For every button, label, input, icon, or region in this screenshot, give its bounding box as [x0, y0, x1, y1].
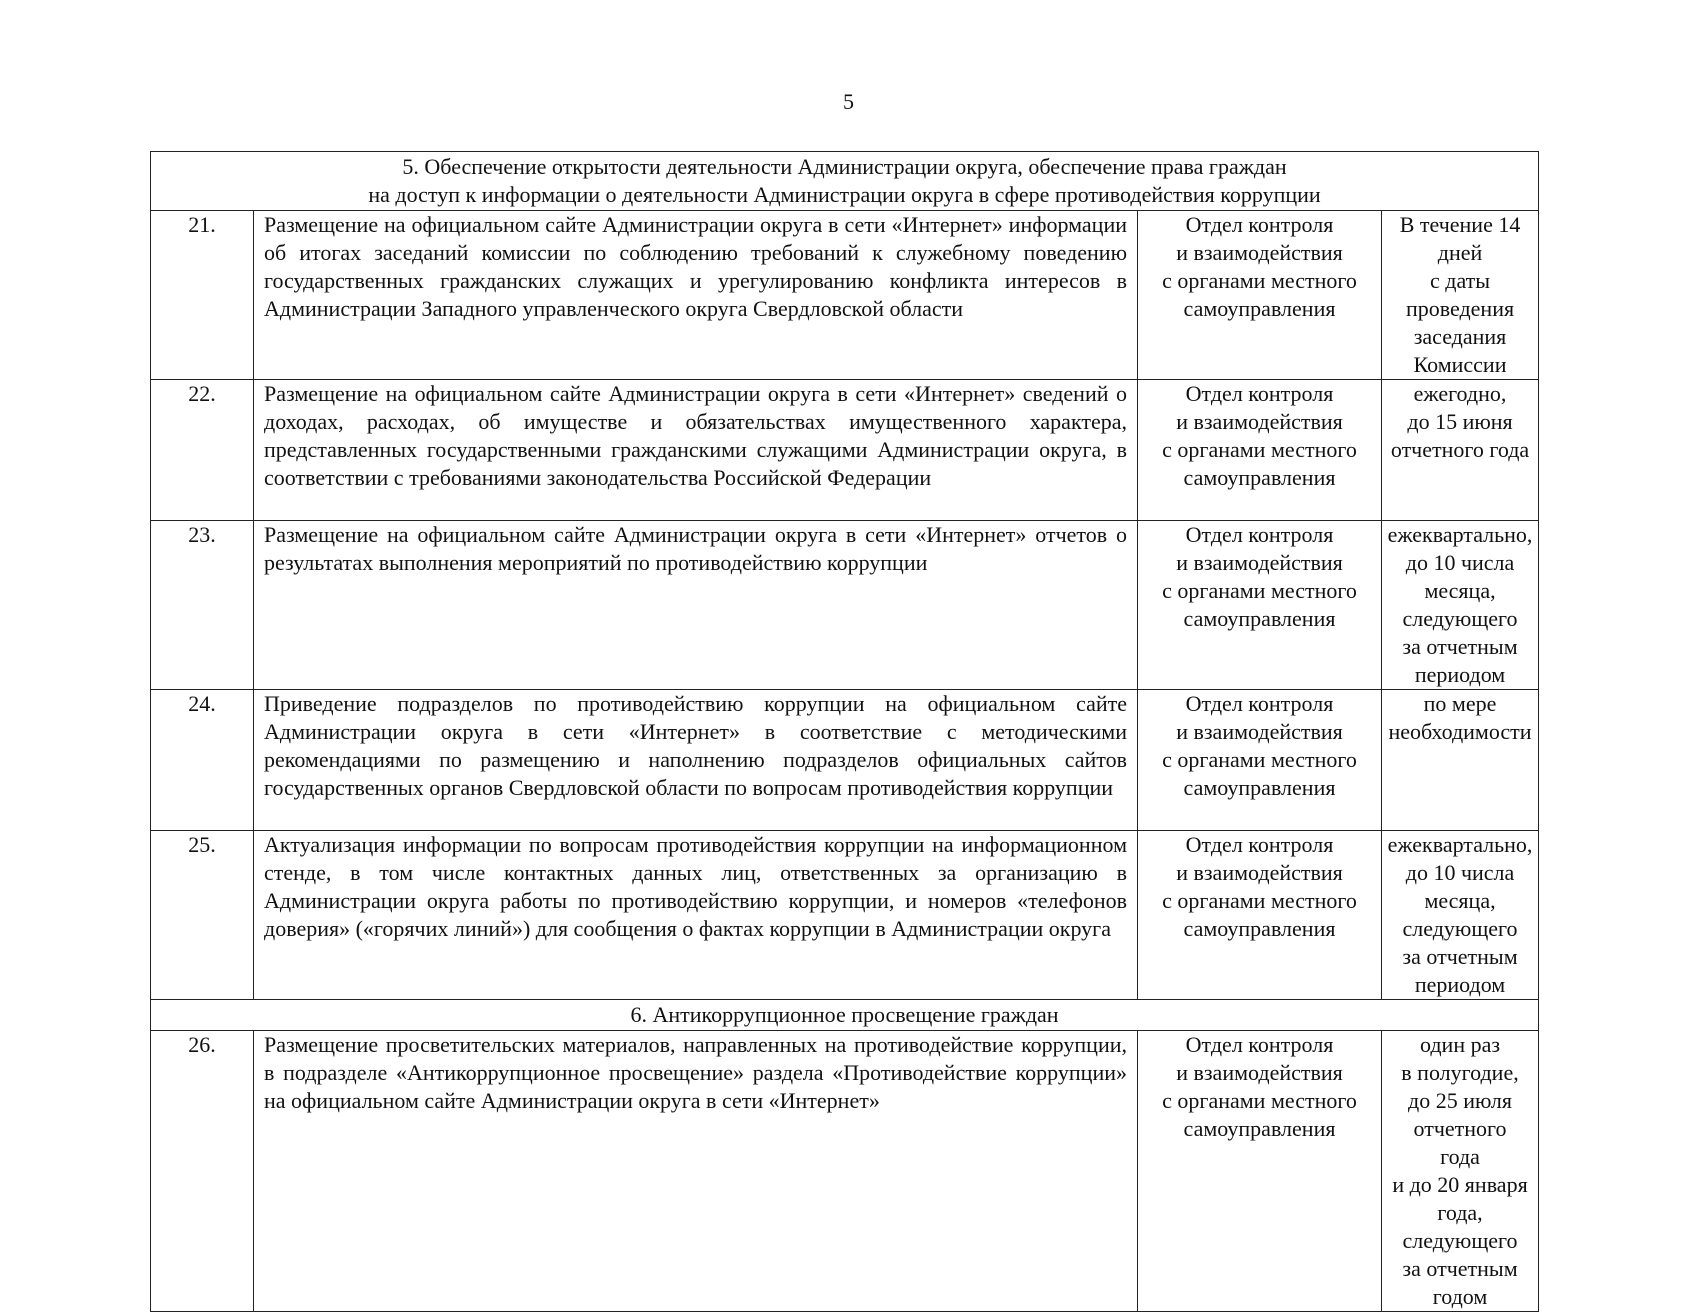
row-number: 25.: [151, 831, 254, 1000]
executor-line: с органами местного: [1162, 578, 1357, 603]
executor-line: Отдел контроля: [1185, 691, 1334, 716]
section-6-title: 6. Антикоррупционное просвещение граждан: [151, 1000, 1539, 1031]
executor-cell: [1138, 690, 1382, 831]
section-5-title-line1: 5. Обеспечение открытости деятельности Администрации округа, обеспечение права граждан: [402, 154, 1287, 179]
table-row: [151, 831, 1539, 1000]
deadline-line: следующего: [1402, 606, 1518, 631]
section-5-header-row: [151, 152, 1539, 211]
executor-line: с органами местного: [1162, 747, 1357, 772]
deadline-line: до 10 числа месяца,: [1405, 550, 1515, 603]
row-number: 23.: [151, 521, 254, 690]
deadline-line: В течение 14 дней: [1399, 212, 1521, 265]
executor-line: самоуправления: [1183, 1116, 1336, 1141]
executor-line: самоуправления: [1183, 775, 1336, 800]
deadline-cell: [1382, 380, 1539, 521]
executor-cell: [1138, 831, 1382, 1000]
deadline-line: заседания Комиссии: [1413, 324, 1507, 377]
deadline-line: за отчетным годом: [1402, 1256, 1518, 1309]
deadline-line: до 10 числа месяца,: [1405, 860, 1515, 913]
deadline-cell: [1382, 211, 1539, 380]
executor-line: и взаимодействия: [1176, 409, 1343, 434]
executor-line: Отдел контроля: [1185, 212, 1334, 237]
executor-line: самоуправления: [1183, 606, 1336, 631]
deadline-line: следующего: [1402, 1228, 1518, 1253]
deadline-cell: [1382, 1031, 1539, 1312]
section-5-title: [151, 152, 1539, 211]
page-number: 5: [843, 89, 854, 114]
deadline-line: отчетного года: [1390, 437, 1530, 462]
measure-text: Размещение на официальном сайте Администрации округа в сети «Интернет» отчетов о результатах выполнения мероприятий по противодействию коррупции: [254, 521, 1138, 690]
measures-table: [150, 151, 1539, 1312]
deadline-line: года: [1440, 1144, 1480, 1169]
executor-line: с органами местного: [1162, 1088, 1357, 1113]
executor-line: самоуправления: [1183, 465, 1336, 490]
row-number: 24.: [151, 690, 254, 831]
executor-cell: [1138, 380, 1382, 521]
executor-cell: [1138, 1031, 1382, 1312]
deadline-cell: [1382, 690, 1539, 831]
executor-line: с органами местного: [1162, 268, 1357, 293]
executor-cell: [1138, 521, 1382, 690]
measure-text: Актуализация информации по вопросам противодействия коррупции на информационном стенде, в том числе контактных данных лиц, ответственных за организацию в Администрации округа работы по противодействию коррупции, и номеров «телефонов доверия» («горячих линий») для сообщения о фактах коррупции в Администрации округа: [254, 831, 1138, 1000]
executor-line: и взаимодействия: [1176, 860, 1343, 885]
deadline-line: по мере необходимости: [1388, 691, 1532, 744]
deadline-line: за отчетным периодом: [1402, 634, 1518, 687]
deadline-line: и до 20 января года,: [1392, 1172, 1528, 1225]
section-6-header-row: [151, 1000, 1539, 1031]
executor-line: Отдел контроля: [1185, 832, 1334, 857]
deadline-line: с даты проведения: [1405, 268, 1515, 321]
deadline-line: за отчетным периодом: [1402, 944, 1518, 997]
executor-line: Отдел контроля: [1185, 1032, 1334, 1057]
table-row: [151, 211, 1539, 380]
executor-line: с органами местного: [1162, 888, 1357, 913]
deadline-line: ежеквартально,: [1387, 832, 1533, 857]
measure-text: Размещение на официальном сайте Администрации округа в сети «Интернет» сведений о доходах, расходах, об имуществе и обязательствах имущественного характера, представленных государственными гражданскими служащими Администрации округа, в соответствии с требованиями законодательства Российской Федерации: [254, 380, 1138, 521]
deadline-line: ежегодно,: [1413, 381, 1507, 406]
section-5-title-line2: на доступ к информации о деятельности Администрации округа в сфере противодействия коррупции: [368, 182, 1321, 207]
table-row: [151, 521, 1539, 690]
executor-line: и взаимодействия: [1176, 550, 1343, 575]
measure-text: Приведение подразделов по противодействию коррупции на официальном сайте Администрации округа в сети «Интернет» в соответствие с методическими рекомендациями по размещению и наполнению подразделов официальных сайтов государственных органов Свердловской области по вопросам противодействия коррупции: [254, 690, 1138, 831]
executor-line: и взаимодействия: [1176, 719, 1343, 744]
executor-line: самоуправления: [1183, 296, 1336, 321]
row-number: 21.: [151, 211, 254, 380]
row-number: 22.: [151, 380, 254, 521]
executor-line: и взаимодействия: [1176, 240, 1343, 265]
deadline-cell: [1382, 831, 1539, 1000]
table-row: [151, 1031, 1539, 1312]
measure-text: Размещение на официальном сайте Администрации округа в сети «Интернет» информации об итогах заседаний комиссии по соблюдению требований к служебному поведению государственных гражданских служащих и урегулированию конфликта интересов в Администрации Западного управленческого округа Свердловской области: [254, 211, 1138, 380]
deadline-line: один раз: [1419, 1032, 1501, 1057]
executor-line: самоуправления: [1183, 916, 1336, 941]
row-number: 26.: [151, 1031, 254, 1312]
executor-line: и взаимодействия: [1176, 1060, 1343, 1085]
deadline-line: в полугодие,: [1401, 1060, 1519, 1085]
deadline-line: до 25 июля отчетного: [1408, 1088, 1512, 1141]
executor-cell: [1138, 211, 1382, 380]
deadline-line: ежеквартально,: [1387, 522, 1533, 547]
table-row: [151, 380, 1539, 521]
deadline-line: до 15 июня: [1407, 409, 1513, 434]
executor-line: с органами местного: [1162, 437, 1357, 462]
deadline-cell: [1382, 521, 1539, 690]
executor-line: Отдел контроля: [1185, 522, 1334, 547]
table-row: [151, 690, 1539, 831]
measure-text: Размещение просветительских материалов, направленных на противодействие коррупции, в подразделе «Антикоррупционное просвещение» раздела «Противодействие коррупции» на официальном сайте Администрации округа в сети «Интернет»: [254, 1031, 1138, 1312]
executor-line: Отдел контроля: [1185, 381, 1334, 406]
deadline-line: следующего: [1402, 916, 1518, 941]
